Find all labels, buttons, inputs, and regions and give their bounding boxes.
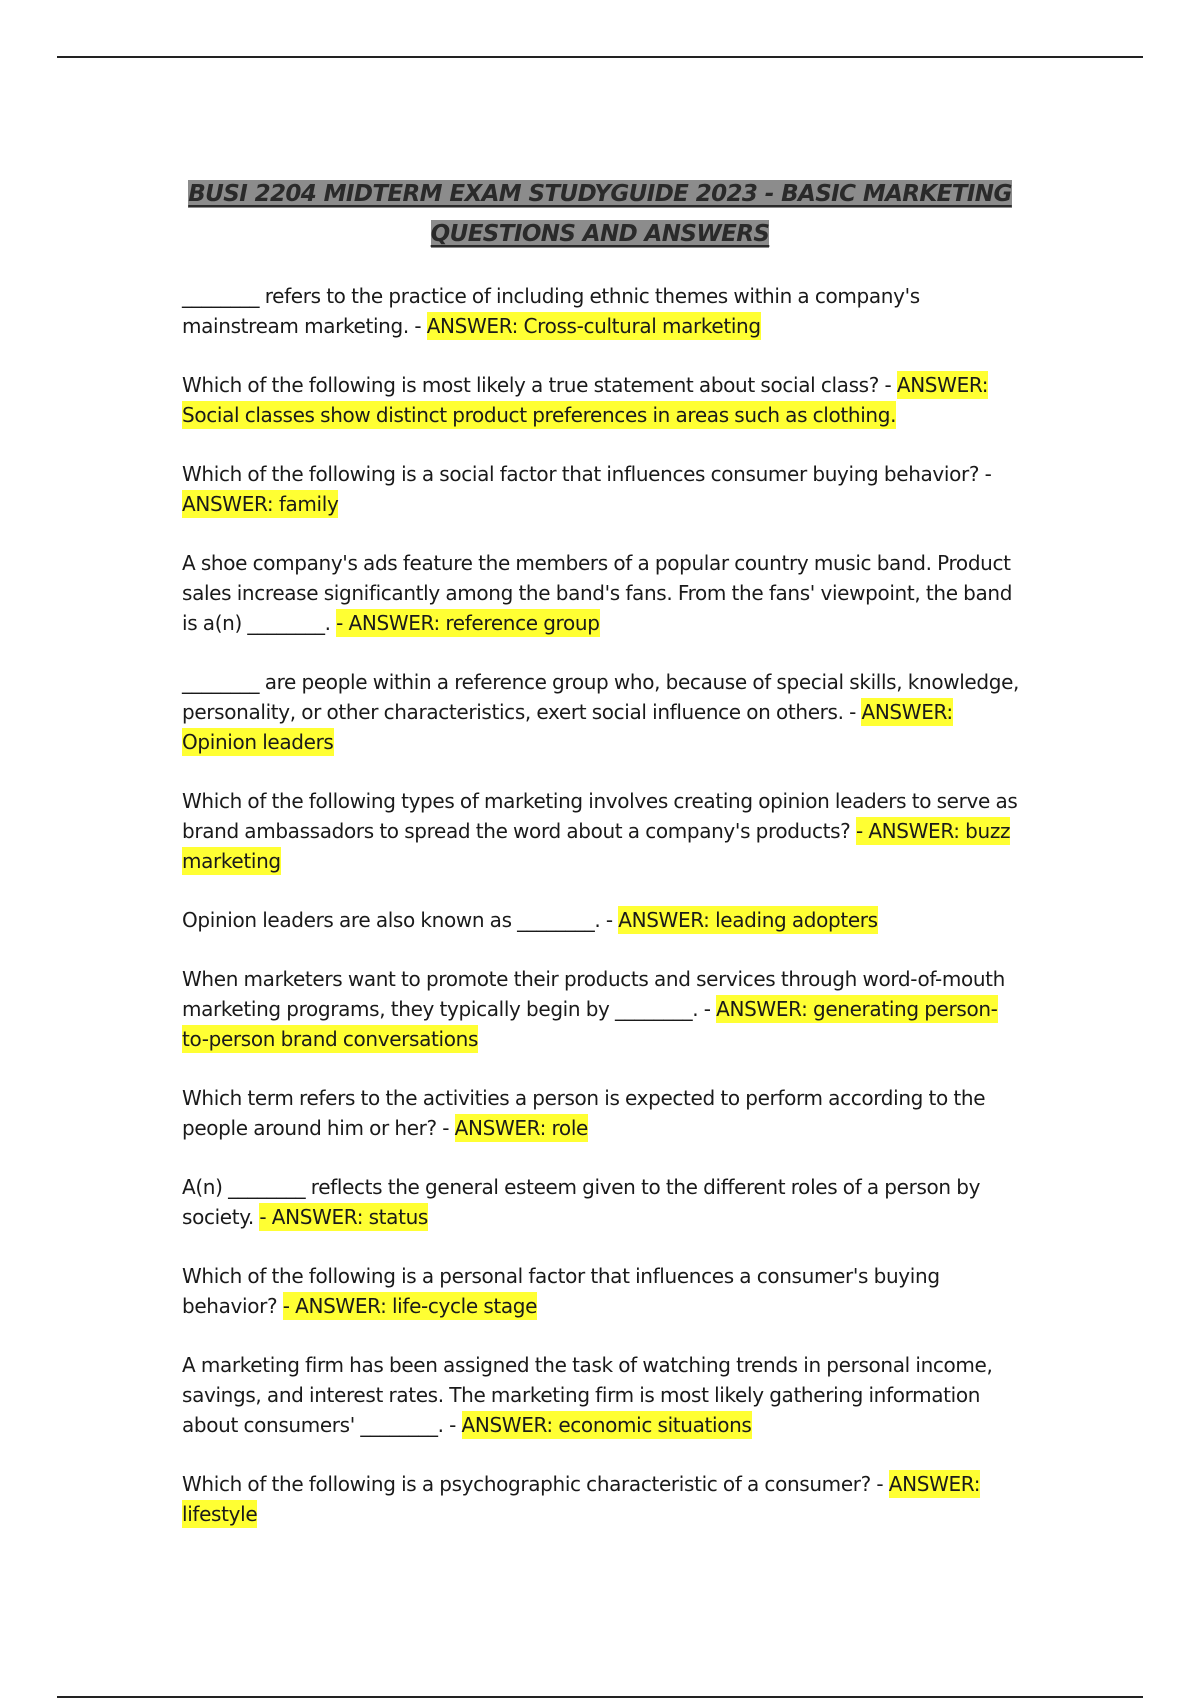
answer-text: ANSWER: generating person-to-person brand conversations bbox=[182, 997, 998, 1051]
qa-list bbox=[182, 281, 1022, 1558]
qa-item bbox=[182, 786, 1022, 876]
answer-text: ANSWER: family bbox=[182, 492, 339, 516]
answer-text: ANSWER: leading adopters bbox=[618, 908, 878, 932]
bottom-rule bbox=[57, 1696, 1143, 1698]
question-text: A(n) ________ reflects the general esteem given to the different roles of a person by society. bbox=[182, 1175, 981, 1229]
qa-item bbox=[182, 281, 1022, 341]
question-text: Which of the following types of marketing involves creating opinion leaders to serve as brand ambassadors to spread the word about a company's products? bbox=[182, 789, 1018, 843]
question-text: ________ refers to the practice of including ethnic themes within a company's mainstream marketing. - bbox=[182, 284, 920, 338]
question-text: Opinion leaders are also known as ________. - bbox=[182, 908, 619, 932]
answer-text: ANSWER: lifestyle bbox=[182, 1472, 981, 1526]
question-text: Which of the following is a psychographic characteristic of a consumer? - bbox=[182, 1472, 889, 1496]
answer-text: - ANSWER: life-cycle stage bbox=[282, 1294, 538, 1318]
question-text: A marketing firm has been assigned the task of watching trends in personal income, savings, and interest rates. The marketing firm is most likely gathering information about consumers' ________. - bbox=[182, 1353, 993, 1437]
answer-text: ANSWER: Social classes show distinct product preferences in areas such as clothing. bbox=[182, 373, 989, 427]
qa-item bbox=[182, 667, 1022, 757]
qa-item bbox=[182, 905, 1022, 935]
question-text: Which term refers to the activities a person is expected to perform according to the people around him or her? - bbox=[182, 1086, 986, 1140]
qa-item bbox=[182, 1172, 1022, 1232]
answer-text: ANSWER: Opinion leaders bbox=[182, 700, 953, 754]
question-text: When marketers want to promote their products and services through word-of-mouth marketing programs, they typically begin by ________. - bbox=[182, 967, 1005, 1021]
answer-text: ANSWER: role bbox=[454, 1116, 588, 1140]
question-text: A shoe company's ads feature the members of a popular country music band. Product sales increase significantly among the band's fans. From the fans' viewpoint, the band is a(n) ________. bbox=[182, 551, 1013, 635]
qa-item bbox=[182, 370, 1022, 430]
question-text: Which of the following is a social factor that influences consumer buying behavior? - bbox=[182, 462, 992, 486]
question-text: Which of the following is a personal factor that influences a consumer's buying behavior? bbox=[182, 1264, 940, 1318]
top-rule bbox=[57, 56, 1143, 58]
qa-item bbox=[182, 548, 1022, 638]
answer-text: - ANSWER: buzz marketing bbox=[182, 819, 1011, 873]
document-title bbox=[150, 174, 1050, 254]
qa-item bbox=[182, 964, 1022, 1054]
qa-item bbox=[182, 459, 1022, 519]
document-title-text: BUSI 2204 MIDTERM EXAM STUDYGUIDE 2023 - BASIC MARKETING QUESTIONS AND ANSWERS bbox=[188, 181, 1012, 247]
answer-text: - ANSWER: reference group bbox=[336, 611, 600, 635]
qa-item bbox=[182, 1350, 1022, 1440]
question-text: Which of the following is most likely a true statement about social class? - bbox=[182, 373, 897, 397]
answer-text: ANSWER: economic situations bbox=[461, 1413, 752, 1437]
qa-item bbox=[182, 1469, 1022, 1529]
question-text: ________ are people within a reference group who, because of special skills, knowledge, personality, or other characteristics, exert social influence on others. - bbox=[182, 670, 1020, 724]
answer-text: - ANSWER: status bbox=[259, 1205, 428, 1229]
answer-text: ANSWER: Cross-cultural marketing bbox=[426, 314, 761, 338]
qa-item bbox=[182, 1261, 1022, 1321]
qa-item bbox=[182, 1083, 1022, 1143]
